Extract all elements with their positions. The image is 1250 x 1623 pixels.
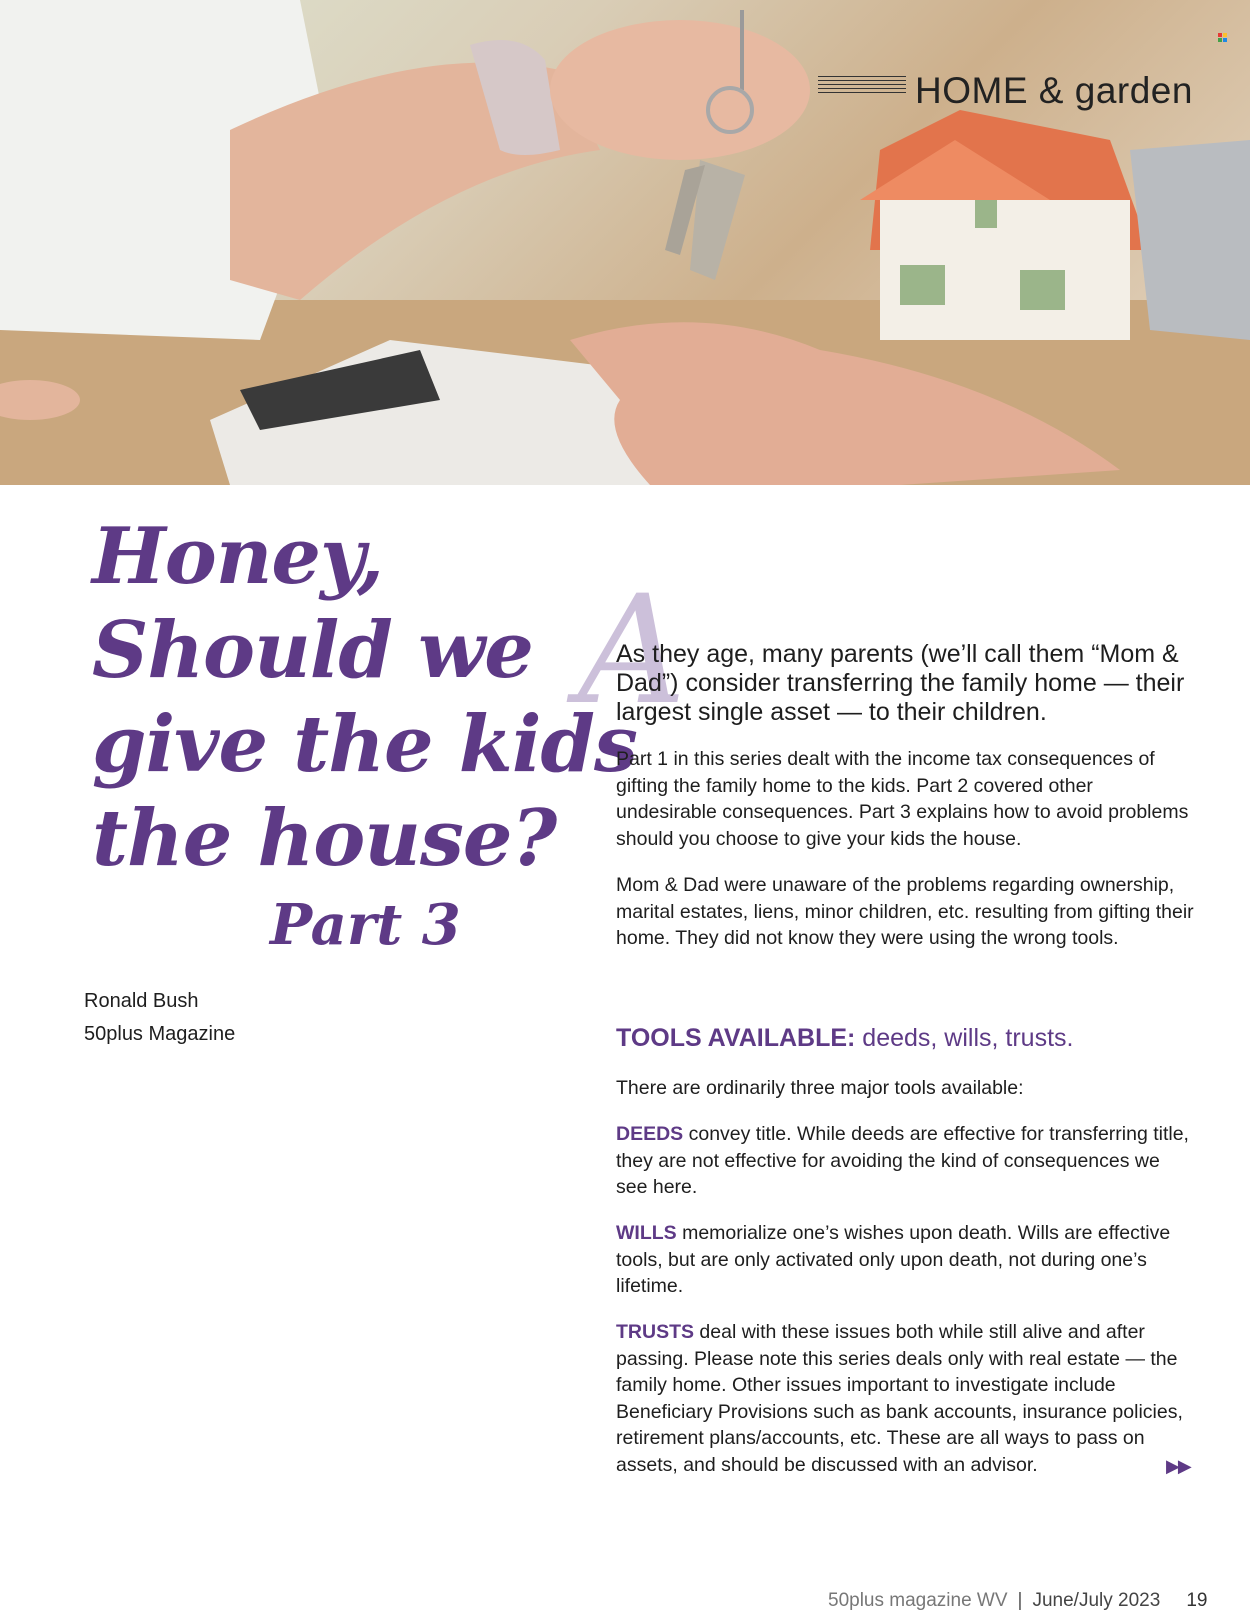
article-headline [92,510,637,886]
section-label-rule [818,76,906,98]
continue-arrows-icon: ▶▶ [1166,1456,1190,1476]
body-paragraph: Part 1 in this series dealt with the income tax consequences of gifting the family home to the kids. Part 2 covered other undesirable consequences. Part 3 explains how to avoid problems should you choose to give your kids the house. [616,748,1189,850]
publication-name: 50plus Magazine [84,1023,236,1045]
body-paragraph: Mom & Dad were unaware of the problems regarding ownership, marital estates, liens, minor children, etc. resulting from gifting their home. They did not know they were using the wrong tools. [616,874,1194,949]
lead-paragraph: As they age, many parents (we’ll call them “Mom & Dad”) consider transferring the family home — their largest single asset — to their children. [616,640,1185,726]
byline [84,985,235,1051]
page-footer [828,1590,1207,1612]
footer-magazine: 50plus magazine WV [828,1590,1008,1611]
tools-heading-rest: deeds, wills, trusts. [855,1024,1074,1052]
page-number: 19 [1186,1590,1208,1611]
tool-term: WILLS [616,1222,677,1244]
tools-heading-bold: TOOLS AVAILABLE: [616,1024,856,1052]
author-name: Ronald Bush [84,990,199,1012]
tool-term: DEEDS [616,1123,684,1145]
footer-separator: | [1017,1590,1023,1611]
headline-line: Honey, [92,511,384,602]
article-part: Part 3 [270,892,461,958]
tool-wills [616,1220,1196,1300]
tool-term: TRUSTS [616,1321,694,1343]
tools-heading [616,1024,1073,1053]
tools-intro: There are ordinarily three major tools available: [616,1077,1024,1099]
footer-issue: June/July 2023 [1032,1590,1161,1611]
headline-line: give the kids [92,699,637,790]
tool-trusts [616,1319,1196,1478]
tool-text: memorialize one’s wishes upon death. Wills are effective tools, but are only activated only upon death, not during one’s lifetime. [616,1222,1171,1297]
tool-text: convey title. While deeds are effective for transferring title, they are not effective for avoiding the kind of consequences we see here. [616,1123,1189,1198]
drop-cap: A [578,564,687,738]
section-label: HOME & garden [915,70,1193,111]
tool-text: deal with these issues both while still alive and after passing. Please note this series deals only with real estate — the family home. Other issues important to investigate include Beneficiary Provisions such as bank accounts, insurance policies, retirement plans/accounts, etc. These are all ways to pass on assets, and should be discussed with an advisor. [616,1321,1183,1476]
tool-deeds [616,1121,1196,1201]
headline-line: Should we [92,605,533,696]
headline-line: the house? [92,793,557,884]
color-registration-icon [1218,33,1227,42]
